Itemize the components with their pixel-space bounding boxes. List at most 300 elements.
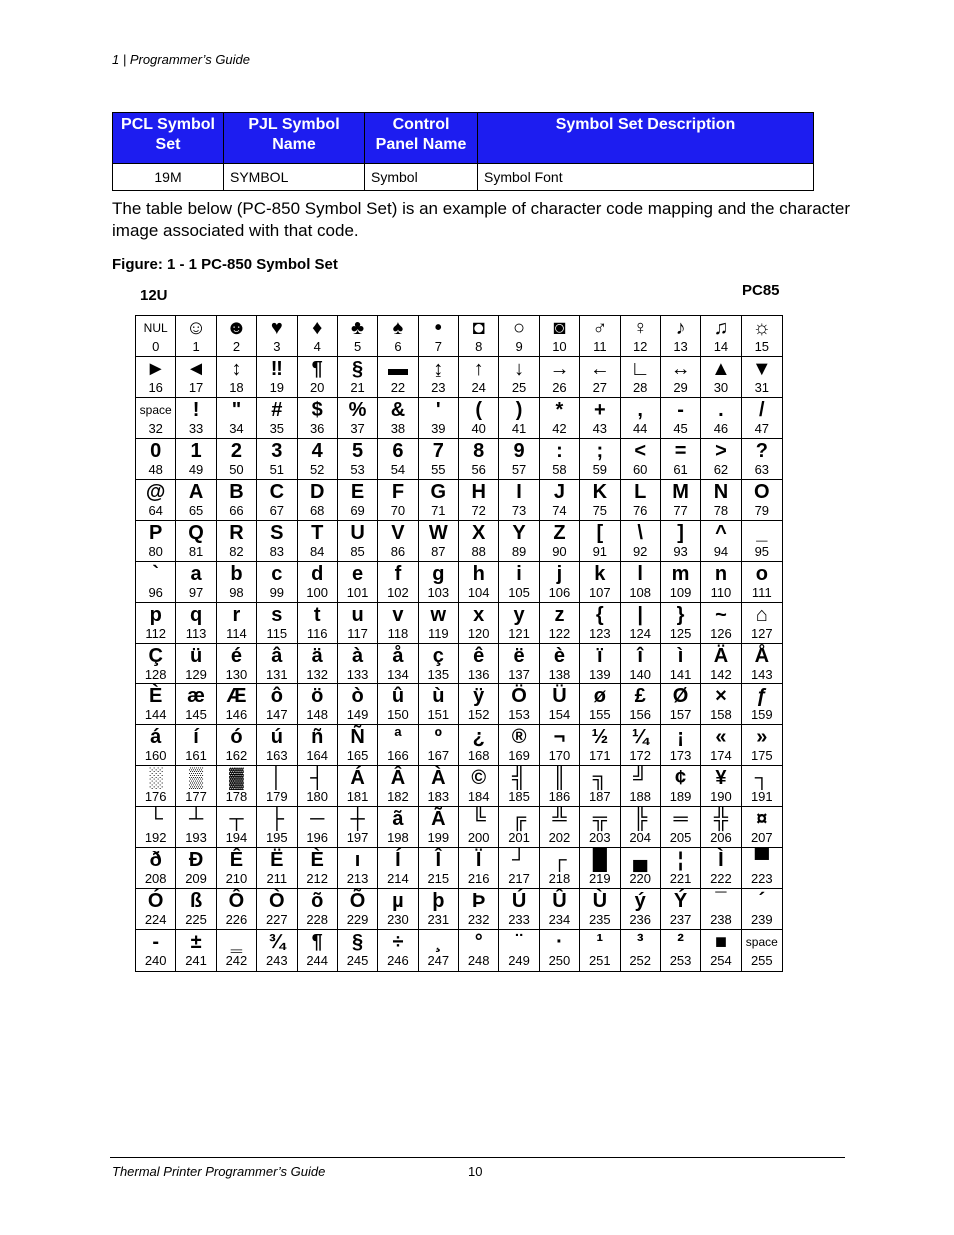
char-code: 193 bbox=[185, 830, 207, 846]
char-code: 64 bbox=[148, 502, 163, 518]
char-glyph: Î bbox=[435, 849, 442, 872]
char-glyph: ë bbox=[513, 644, 525, 667]
char-cell bbox=[540, 439, 580, 480]
char-code: 53 bbox=[350, 461, 365, 477]
char-glyph: ▼ bbox=[751, 357, 772, 380]
char-cell bbox=[661, 398, 701, 439]
char-cell bbox=[298, 316, 338, 357]
char-glyph: } bbox=[676, 603, 685, 626]
char-glyph: & bbox=[390, 398, 406, 421]
char-cell bbox=[621, 930, 661, 971]
char-glyph: ☼ bbox=[752, 317, 771, 339]
char-glyph: ¶ bbox=[311, 357, 323, 380]
char-glyph: ☻ bbox=[225, 317, 247, 339]
char-cell bbox=[217, 480, 257, 521]
char-code: 217 bbox=[508, 871, 530, 887]
char-code: 68 bbox=[309, 502, 325, 518]
char-code: 214 bbox=[387, 871, 409, 887]
char-code: 58 bbox=[552, 461, 567, 477]
char-glyph: ♠ bbox=[392, 317, 404, 339]
char-code: 60 bbox=[632, 461, 648, 477]
figure-caption: Figure: 1 - 1 PC-850 Symbol Set bbox=[112, 256, 338, 273]
char-cell bbox=[176, 644, 216, 685]
char-code: 75 bbox=[592, 502, 608, 518]
char-cell bbox=[621, 521, 661, 562]
char-glyph: » bbox=[756, 726, 768, 749]
char-code: 254 bbox=[710, 953, 732, 969]
char-glyph: û bbox=[391, 685, 405, 708]
char-code: 178 bbox=[225, 789, 248, 805]
char-code: 90 bbox=[552, 543, 567, 559]
char-glyph: g bbox=[432, 562, 445, 585]
char-cell bbox=[621, 398, 661, 439]
char-code: 216 bbox=[467, 871, 490, 887]
char-code: 129 bbox=[185, 666, 207, 682]
char-cell bbox=[176, 725, 216, 766]
char-glyph: @ bbox=[145, 480, 166, 503]
char-cell bbox=[621, 603, 661, 644]
char-code: 118 bbox=[387, 625, 409, 641]
char-glyph: Q bbox=[188, 521, 204, 544]
char-cell bbox=[499, 807, 539, 848]
char-code: 209 bbox=[185, 871, 207, 887]
char-code: 111 bbox=[751, 584, 772, 600]
char-glyph: = bbox=[674, 439, 687, 462]
char-cell bbox=[661, 725, 701, 766]
char-code: 94 bbox=[713, 543, 729, 559]
char-glyph: ' bbox=[435, 398, 441, 421]
char-code: 50 bbox=[229, 461, 244, 477]
char-cell bbox=[298, 848, 338, 889]
char-code: 170 bbox=[548, 748, 571, 764]
char-glyph: ç bbox=[432, 644, 444, 667]
char-glyph: ß bbox=[189, 890, 203, 913]
char-code: 174 bbox=[710, 748, 732, 764]
char-cell bbox=[621, 439, 661, 480]
char-code: 171 bbox=[588, 748, 611, 764]
char-glyph: X bbox=[472, 521, 486, 544]
char-cell bbox=[338, 521, 378, 562]
char-cell bbox=[176, 848, 216, 889]
char-glyph: ý bbox=[634, 890, 646, 913]
char-code: 239 bbox=[750, 912, 773, 928]
char-glyph: ▄ bbox=[633, 849, 648, 872]
char-code: 136 bbox=[467, 666, 490, 682]
char-glyph: NUL bbox=[143, 321, 168, 335]
char-glyph: * bbox=[555, 398, 564, 421]
char-glyph: ♂ bbox=[592, 317, 608, 339]
char-code: 93 bbox=[673, 543, 688, 559]
char-cell bbox=[580, 930, 620, 971]
char-glyph: ì bbox=[677, 644, 684, 667]
char-glyph: Ó bbox=[147, 890, 164, 913]
char-cell bbox=[701, 930, 741, 971]
char-cell bbox=[580, 316, 620, 357]
char-cell bbox=[419, 766, 459, 807]
char-cell bbox=[298, 725, 338, 766]
char-code: 148 bbox=[306, 707, 329, 723]
char-glyph: L bbox=[634, 480, 647, 503]
char-cell bbox=[338, 562, 378, 603]
char-cell bbox=[257, 316, 297, 357]
char-code: 52 bbox=[309, 461, 325, 477]
char-glyph: ▓ bbox=[229, 767, 244, 790]
char-glyph: ¯ bbox=[715, 890, 727, 913]
char-glyph: ] bbox=[677, 521, 684, 544]
char-code: 149 bbox=[346, 707, 369, 723]
char-cell bbox=[661, 684, 701, 725]
char-cell bbox=[742, 562, 782, 603]
char-code: 115 bbox=[266, 625, 288, 641]
char-cell bbox=[499, 398, 539, 439]
char-code: 205 bbox=[669, 830, 692, 846]
char-cell bbox=[176, 357, 216, 398]
char-code: 135 bbox=[427, 666, 450, 682]
char-code: 221 bbox=[669, 871, 692, 887]
char-code: 30 bbox=[713, 379, 729, 395]
char-cell bbox=[701, 848, 741, 889]
char-code: 85 bbox=[350, 543, 365, 559]
char-code: 86 bbox=[390, 543, 406, 559]
char-glyph: ⌂ bbox=[755, 603, 768, 626]
char-glyph: ? bbox=[755, 439, 768, 462]
char-code: 164 bbox=[306, 748, 329, 764]
char-glyph: D bbox=[309, 480, 325, 503]
char-code: 45 bbox=[673, 420, 688, 436]
char-cell bbox=[459, 480, 499, 521]
char-cell bbox=[621, 562, 661, 603]
char-code: 16 bbox=[148, 379, 163, 395]
intro-paragraph: The table below (PC-850 Symbol Set) is an example of character code mapping and the character image associated with that code. bbox=[112, 199, 851, 240]
char-cell bbox=[419, 684, 459, 725]
char-code: 173 bbox=[669, 748, 692, 764]
char-cell bbox=[257, 398, 297, 439]
char-cell bbox=[378, 725, 418, 766]
char-cell bbox=[176, 603, 216, 644]
char-glyph: e bbox=[352, 562, 364, 585]
char-glyph: ◘ bbox=[472, 317, 485, 339]
char-glyph: < bbox=[634, 439, 647, 462]
char-cell bbox=[419, 848, 459, 889]
char-glyph: Ê bbox=[229, 849, 244, 872]
char-code: 183 bbox=[427, 789, 450, 805]
char-cell bbox=[217, 725, 257, 766]
char-glyph: █ bbox=[592, 849, 607, 872]
char-cell bbox=[540, 684, 580, 725]
char-code: 78 bbox=[713, 502, 729, 518]
char-code: 172 bbox=[629, 748, 652, 764]
char-cell bbox=[540, 889, 580, 930]
char-glyph: À bbox=[431, 767, 446, 790]
char-code: 201 bbox=[508, 830, 530, 846]
char-glyph: ƒ bbox=[756, 685, 768, 708]
char-glyph: ♦ bbox=[312, 317, 323, 339]
char-cell bbox=[378, 480, 418, 521]
char-cell bbox=[176, 889, 216, 930]
char-cell bbox=[217, 521, 257, 562]
char-code: 1 bbox=[192, 339, 200, 354]
char-code: 8 bbox=[475, 339, 483, 354]
char-cell bbox=[742, 930, 782, 971]
char-glyph: S bbox=[270, 521, 284, 544]
char-glyph: Ú bbox=[511, 890, 527, 913]
char-glyph: ▲ bbox=[711, 357, 731, 380]
char-cell bbox=[419, 807, 459, 848]
char-glyph: © bbox=[471, 767, 487, 790]
char-glyph: Z bbox=[553, 521, 566, 544]
char-code: 126 bbox=[710, 625, 732, 641]
char-cell bbox=[621, 807, 661, 848]
char-cell bbox=[136, 398, 176, 439]
char-code: 192 bbox=[144, 830, 167, 846]
char-cell bbox=[378, 684, 418, 725]
char-cell bbox=[217, 684, 257, 725]
char-code: 33 bbox=[188, 420, 204, 436]
char-cell bbox=[419, 398, 459, 439]
char-cell bbox=[621, 848, 661, 889]
char-glyph: d bbox=[311, 562, 324, 585]
char-code: 17 bbox=[188, 379, 204, 395]
char-glyph: ╬ bbox=[713, 808, 729, 831]
char-code: 199 bbox=[427, 830, 450, 846]
char-cell bbox=[701, 807, 741, 848]
char-glyph: U bbox=[350, 521, 365, 544]
char-cell bbox=[580, 521, 620, 562]
char-code: 231 bbox=[427, 912, 450, 928]
char-code: 14 bbox=[713, 339, 729, 354]
char-glyph: Ð bbox=[188, 849, 204, 872]
char-cell bbox=[580, 807, 620, 848]
char-cell bbox=[378, 766, 418, 807]
char-glyph: ı bbox=[354, 849, 361, 872]
char-code: 81 bbox=[188, 543, 204, 559]
char-glyph: └ bbox=[148, 808, 163, 831]
char-code: 114 bbox=[226, 625, 247, 641]
char-glyph: ñ bbox=[311, 726, 324, 749]
char-glyph: b bbox=[230, 562, 243, 585]
char-code: 237 bbox=[669, 912, 692, 928]
char-glyph: | bbox=[637, 603, 643, 626]
char-cell bbox=[298, 562, 338, 603]
char-cell bbox=[217, 889, 257, 930]
char-cell bbox=[540, 357, 580, 398]
char-code: 200 bbox=[467, 830, 490, 846]
char-cell bbox=[459, 398, 499, 439]
char-code: 88 bbox=[471, 543, 486, 559]
char-code: 151 bbox=[427, 707, 450, 723]
char-glyph: Þ bbox=[472, 890, 486, 913]
char-code: 116 bbox=[306, 625, 328, 641]
char-glyph: ♪ bbox=[675, 317, 686, 339]
char-glyph: ÿ bbox=[473, 685, 485, 708]
char-glyph: 2 bbox=[230, 439, 242, 462]
char-code: 167 bbox=[427, 748, 450, 764]
char-cell bbox=[661, 807, 701, 848]
char-code: 73 bbox=[511, 502, 527, 518]
char-code: 187 bbox=[588, 789, 611, 805]
char-glyph: i bbox=[516, 562, 522, 585]
char-cell bbox=[298, 398, 338, 439]
char-cell bbox=[338, 930, 378, 971]
char-cell bbox=[257, 521, 297, 562]
char-cell bbox=[701, 725, 741, 766]
char-glyph: ½ bbox=[591, 726, 609, 749]
char-code: 232 bbox=[467, 912, 490, 928]
char-code: 133 bbox=[346, 666, 369, 682]
char-glyph: ├ bbox=[269, 808, 284, 831]
char-cell bbox=[742, 725, 782, 766]
char-cell bbox=[540, 603, 580, 644]
char-cell bbox=[136, 766, 176, 807]
char-code: 124 bbox=[629, 625, 652, 641]
char-cell bbox=[378, 357, 418, 398]
char-glyph: m bbox=[671, 562, 690, 585]
char-glyph: 6 bbox=[392, 439, 404, 462]
char-cell bbox=[580, 889, 620, 930]
char-glyph: ô bbox=[270, 685, 283, 708]
char-code: 213 bbox=[346, 871, 369, 887]
char-glyph: ► bbox=[145, 357, 166, 380]
char-glyph: õ bbox=[311, 890, 324, 913]
char-cell bbox=[580, 848, 620, 889]
table-cell: 19M bbox=[113, 164, 224, 191]
char-cell bbox=[338, 766, 378, 807]
char-code: 184 bbox=[467, 789, 490, 805]
char-cell bbox=[378, 644, 418, 685]
char-cell bbox=[661, 562, 701, 603]
char-cell bbox=[701, 316, 741, 357]
char-glyph: ¥ bbox=[715, 767, 727, 790]
char-code: 9 bbox=[515, 339, 523, 354]
char-code: 128 bbox=[144, 666, 167, 682]
char-code: 206 bbox=[710, 830, 732, 846]
char-glyph: µ bbox=[392, 890, 404, 913]
char-code: 22 bbox=[390, 379, 406, 395]
char-glyph: u bbox=[351, 603, 364, 626]
char-cell bbox=[176, 480, 216, 521]
char-glyph: ( bbox=[475, 398, 483, 421]
char-glyph: { bbox=[595, 603, 604, 626]
char-cell bbox=[136, 603, 176, 644]
char-glyph: Ö bbox=[511, 685, 527, 708]
char-cell bbox=[136, 562, 176, 603]
char-code: 79 bbox=[754, 502, 770, 518]
char-glyph: Ã bbox=[431, 808, 446, 831]
char-code: 144 bbox=[144, 707, 167, 723]
char-code: 12 bbox=[632, 339, 648, 354]
char-cell bbox=[176, 439, 216, 480]
char-cell bbox=[136, 889, 176, 930]
char-cell bbox=[419, 603, 459, 644]
char-code: 36 bbox=[309, 420, 325, 436]
char-cell bbox=[661, 848, 701, 889]
char-glyph: ▬ bbox=[387, 357, 408, 380]
char-code: 61 bbox=[673, 461, 688, 477]
char-code: 110 bbox=[710, 584, 732, 600]
char-glyph: ê bbox=[473, 644, 485, 667]
char-glyph: ú bbox=[270, 726, 283, 749]
char-code: 21 bbox=[350, 379, 365, 395]
char-cell bbox=[298, 807, 338, 848]
char-cell bbox=[661, 357, 701, 398]
char-code: 127 bbox=[750, 625, 773, 641]
char-code: 65 bbox=[188, 502, 204, 518]
char-code: 119 bbox=[427, 625, 449, 641]
char-code: 92 bbox=[632, 543, 648, 559]
char-glyph: 3 bbox=[271, 439, 283, 462]
char-cell bbox=[217, 562, 257, 603]
char-code: 74 bbox=[552, 502, 567, 518]
char-code: 223 bbox=[750, 871, 773, 887]
table-cell: SYMBOL bbox=[224, 164, 365, 191]
char-code: 212 bbox=[306, 871, 329, 887]
char-glyph: ± bbox=[190, 931, 202, 954]
char-cell bbox=[540, 930, 580, 971]
char-cell bbox=[338, 807, 378, 848]
char-code: 140 bbox=[629, 666, 652, 682]
symbol-set-name-label: PC85 bbox=[742, 282, 780, 299]
char-code: 67 bbox=[269, 502, 285, 518]
char-cell bbox=[701, 398, 741, 439]
char-cell bbox=[661, 439, 701, 480]
char-cell bbox=[621, 684, 661, 725]
char-glyph: ¡ bbox=[677, 726, 684, 749]
char-code: 226 bbox=[225, 912, 248, 928]
char-code: 150 bbox=[387, 707, 409, 723]
char-code: 252 bbox=[629, 953, 652, 969]
char-glyph: è bbox=[553, 644, 565, 667]
char-cell bbox=[378, 848, 418, 889]
char-cell bbox=[621, 480, 661, 521]
char-code: 225 bbox=[185, 912, 207, 928]
char-glyph: ¸ bbox=[434, 931, 442, 954]
char-code: 166 bbox=[387, 748, 409, 764]
char-glyph: A bbox=[188, 480, 204, 503]
char-glyph: l bbox=[637, 562, 643, 585]
char-glyph: ¹ bbox=[596, 931, 604, 954]
char-code: 235 bbox=[588, 912, 611, 928]
char-cell bbox=[499, 725, 539, 766]
char-code: 29 bbox=[673, 379, 688, 395]
char-glyph: ; bbox=[596, 439, 604, 462]
char-cell bbox=[298, 480, 338, 521]
char-glyph: space bbox=[139, 402, 172, 417]
char-code: 96 bbox=[148, 584, 163, 600]
char-glyph: ─ bbox=[310, 808, 325, 831]
char-glyph: 7 bbox=[432, 439, 444, 462]
char-glyph: é bbox=[230, 644, 242, 667]
char-cell bbox=[257, 766, 297, 807]
char-code: 215 bbox=[427, 871, 450, 887]
char-glyph: ü bbox=[189, 644, 203, 667]
char-cell bbox=[661, 889, 701, 930]
char-code: 101 bbox=[346, 584, 369, 600]
char-cell bbox=[701, 766, 741, 807]
char-code: 228 bbox=[306, 912, 329, 928]
char-glyph: Í bbox=[395, 849, 401, 872]
char-cell bbox=[217, 316, 257, 357]
char-glyph: a bbox=[190, 562, 202, 585]
char-glyph: _ bbox=[756, 521, 768, 544]
char-code: 194 bbox=[225, 830, 248, 846]
char-glyph: G bbox=[430, 480, 447, 503]
char-cell bbox=[217, 357, 257, 398]
char-cell bbox=[661, 644, 701, 685]
table-cell: Symbol Font bbox=[478, 164, 814, 191]
char-code: 229 bbox=[346, 912, 369, 928]
char-glyph: t bbox=[313, 603, 321, 626]
char-code: 25 bbox=[511, 379, 527, 395]
